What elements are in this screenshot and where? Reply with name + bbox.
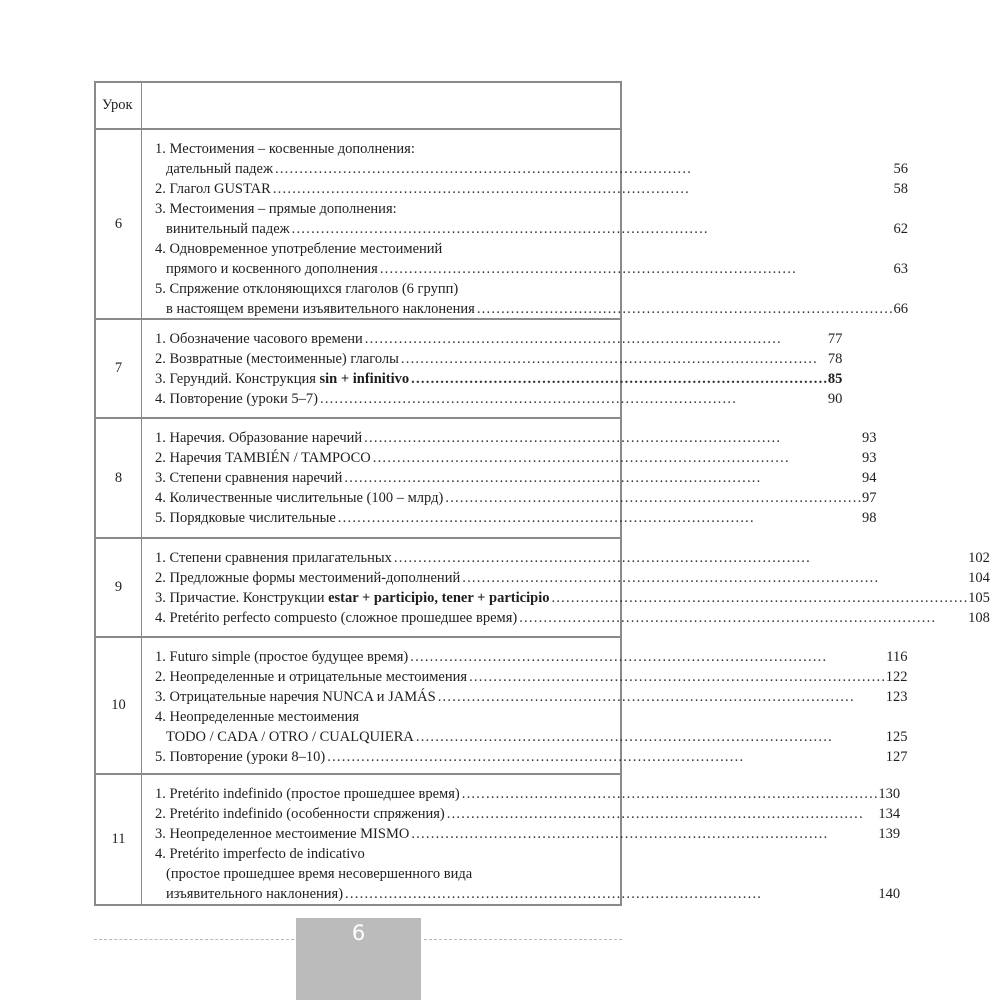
dot-leader xyxy=(275,159,892,179)
page-number: 93 xyxy=(862,430,877,446)
lesson-row xyxy=(96,636,908,773)
bold-term: sin + infinitivo xyxy=(319,371,410,387)
lesson-entries xyxy=(142,775,906,904)
page-number: 56 xyxy=(893,161,908,177)
toc-entry[interactable]: 5. Спряжение отклоняющихся глаголов (6 групп) в настоящем времени изъявительного наклонения . . . 66 xyxy=(155,279,908,319)
page-number: 94 xyxy=(862,470,877,486)
lesson-number: 8 xyxy=(96,419,142,537)
page-number: 139 xyxy=(878,826,901,842)
page-number: 98 xyxy=(862,510,877,526)
dot-leader xyxy=(365,329,826,349)
toc-entry[interactable]: 4. Pretérito imperfecto de indicativo (простое прошедшее время несовершенного вида изъявительного наклонения) . . . 140 xyxy=(155,844,900,904)
page-number: 140 xyxy=(878,886,901,902)
dot-leader xyxy=(447,804,877,824)
page-number: 130 xyxy=(878,786,901,802)
toc-entry[interactable]: 2. Предложные формы местоимений-дополнений . . . 104 xyxy=(155,568,990,588)
page-number-badge xyxy=(296,918,421,1000)
toc-entry[interactable]: 4. Повторение (уроки 5–7) . . . 90 xyxy=(155,389,842,409)
lesson-row xyxy=(96,318,843,417)
page-number: 97 xyxy=(862,490,877,506)
lesson-entries xyxy=(142,638,914,773)
dot-leader xyxy=(519,608,966,628)
lesson-row xyxy=(96,417,877,537)
dot-leader xyxy=(462,784,877,804)
lesson-number: 9 xyxy=(96,539,142,636)
page-number: 93 xyxy=(862,450,877,466)
dot-leader xyxy=(273,179,892,199)
dot-leader xyxy=(380,259,892,279)
page-number: 134 xyxy=(878,806,901,822)
page-number: 85 xyxy=(827,371,843,387)
dot-leader xyxy=(411,824,876,844)
dot-leader xyxy=(394,548,966,568)
page-number: 62 xyxy=(893,221,908,237)
dot-leader xyxy=(344,468,860,488)
toc-entry[interactable]: 1. Обозначение часового времени . . . 77 xyxy=(155,329,842,349)
lesson-row xyxy=(96,537,990,636)
toc-entry[interactable]: 5. Порядковые числительные . . . 98 xyxy=(155,508,877,528)
footer-dashed-line-right xyxy=(424,939,622,940)
lesson-entries xyxy=(142,539,996,636)
footer-dashed-line-left xyxy=(94,939,294,940)
toc-entry[interactable]: 2. Pretérito indefinido (особенности спряжения) . . . 134 xyxy=(155,804,900,824)
toc-entry[interactable]: 1. Наречия. Образование наречий . . . 93 xyxy=(155,428,877,448)
dot-leader xyxy=(411,369,826,389)
toc-entry[interactable]: 1. Местоимения – косвенные дополнения: дательный падеж . . . 56 xyxy=(155,139,908,179)
lesson-number: 10 xyxy=(96,638,142,773)
lesson-number: 7 xyxy=(96,320,142,417)
dot-leader xyxy=(338,508,860,528)
page-number: 78 xyxy=(827,351,843,367)
dot-leader xyxy=(373,448,860,468)
lesson-entries xyxy=(142,320,848,417)
dot-leader xyxy=(364,428,860,448)
page-number: 125 xyxy=(885,729,908,745)
dot-leader xyxy=(469,667,884,687)
page-number: 104 xyxy=(968,570,990,586)
page-number: 122 xyxy=(885,669,908,685)
dot-leader xyxy=(438,687,884,707)
toc-entry[interactable]: 1. Futuro simple (простое будущее время) . . . 116 xyxy=(155,647,908,667)
header-row xyxy=(96,83,620,128)
dot-leader xyxy=(320,389,826,409)
page-number: 123 xyxy=(885,689,908,705)
dot-leader xyxy=(292,219,892,239)
toc-entry[interactable]: 1. Pretérito indefinido (простое прошедшее время) . . . 130 xyxy=(155,784,900,804)
toc-entry[interactable]: 2. Возвратные (местоименные) глаголы . . . 78 xyxy=(155,349,842,369)
content-header xyxy=(142,83,620,128)
lesson-row xyxy=(96,773,901,904)
toc-entry[interactable]: 3. Герундий. Конструкция sin + infinitivo . . . 85 xyxy=(155,369,842,389)
dot-leader xyxy=(551,588,966,608)
toc-entry[interactable]: 3. Степени сравнения наречий . . . 94 xyxy=(155,468,877,488)
lesson-number: 11 xyxy=(96,775,142,904)
toc-entry[interactable]: 2. Наречия TAMBIÉN / TAMPOCO . . . 93 xyxy=(155,448,877,468)
dot-leader xyxy=(410,647,884,667)
lesson-entries xyxy=(142,130,914,318)
toc-entry[interactable]: 3. Неопределенное местоимение MISMO . . . 139 xyxy=(155,824,900,844)
lesson-header: Урок xyxy=(96,83,142,128)
lesson-entries xyxy=(142,419,883,537)
page-number: 77 xyxy=(827,331,843,347)
page-number: 90 xyxy=(827,391,843,407)
table-of-contents xyxy=(94,81,990,906)
page-number: 127 xyxy=(885,749,908,765)
dot-leader xyxy=(327,747,884,767)
page-number: 63 xyxy=(893,261,908,277)
page-number-label: 6 xyxy=(351,921,366,945)
dot-leader xyxy=(345,884,876,904)
page-number: 66 xyxy=(893,301,908,317)
toc-entry[interactable]: 4. Неопределенные местоимения TODO / CADA / OTRO / CUALQUIERA . . . 125 xyxy=(155,707,908,747)
bold-term: estar + participio, tener + participio xyxy=(328,590,550,606)
toc-entry[interactable]: 3. Местоимения – прямые дополнения: винительный падеж . . . 62 xyxy=(155,199,908,239)
dot-leader xyxy=(477,299,892,319)
toc-entry[interactable]: 5. Повторение (уроки 8–10) . . . 127 xyxy=(155,747,908,767)
toc-entry[interactable]: 1. Степени сравнения прилагательных . . . 102 xyxy=(155,548,990,568)
dot-leader xyxy=(401,349,826,369)
toc-entry[interactable]: 4. Количественные числительные (100 – млрд) . . . 97 xyxy=(155,488,877,508)
page-number: 116 xyxy=(886,649,908,665)
dot-leader xyxy=(462,568,966,588)
toc-entry[interactable]: 2. Неопределенные и отрицательные местоимения . . . 122 xyxy=(155,667,908,687)
dot-leader xyxy=(445,488,860,508)
toc-entry[interactable]: 4. Pretérito perfecto compuesto (сложное прошедшее время) . . . 108 xyxy=(155,608,990,628)
toc-entry[interactable]: 2. Глагол GUSTAR . . . 58 xyxy=(155,179,908,199)
toc-entry[interactable]: 3. Причастие. Конструкции estar + participio, tener + participio . . . 105 xyxy=(155,588,990,608)
toc-entry[interactable]: 3. Отрицательные наречия NUNCA и JAMÁS . . . 123 xyxy=(155,687,908,707)
dot-leader xyxy=(416,727,884,747)
lesson-number: 6 xyxy=(96,130,142,318)
page-number: 102 xyxy=(968,550,990,566)
page-number: 58 xyxy=(893,181,908,197)
lesson-row xyxy=(96,128,908,318)
page-number: 108 xyxy=(968,610,990,626)
toc-entry[interactable]: 4. Одновременное употребление местоимений прямого и косвенного дополнения . . . 63 xyxy=(155,239,908,279)
page-number: 105 xyxy=(968,590,990,606)
